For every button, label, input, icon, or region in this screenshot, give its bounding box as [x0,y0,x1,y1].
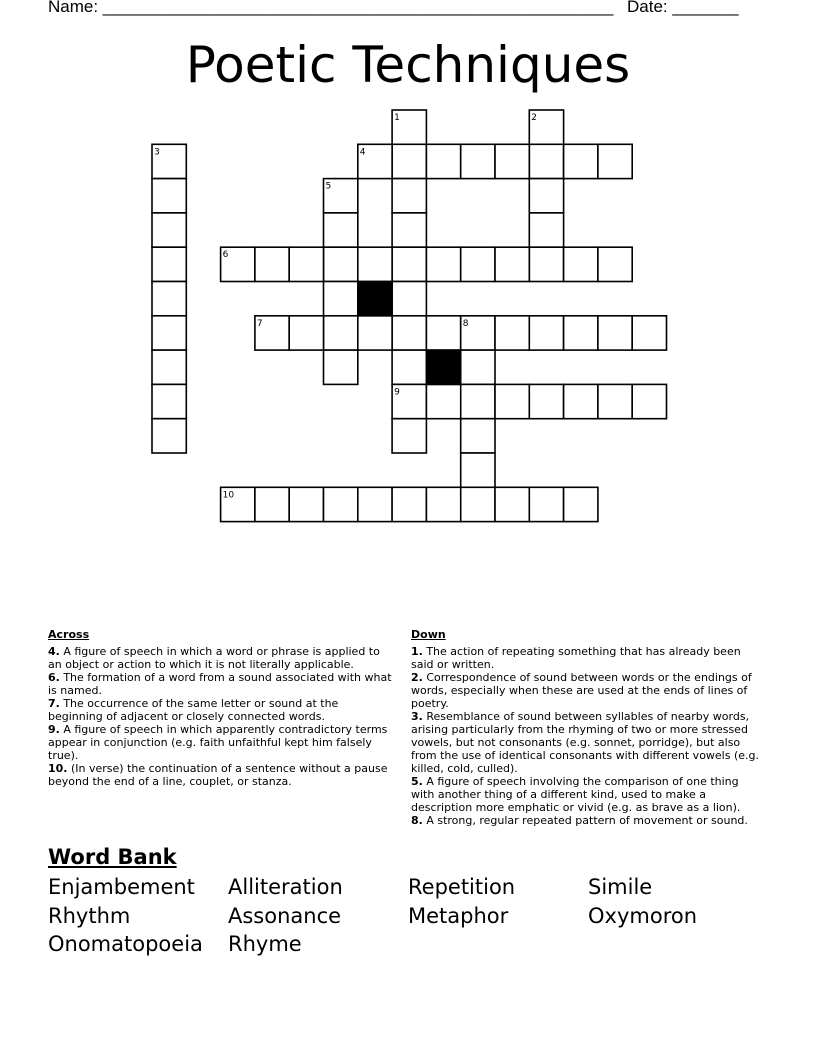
grid-cell[interactable] [289,247,323,281]
grid-cell[interactable] [495,487,529,521]
grid-cell[interactable] [426,247,460,281]
grid-cell[interactable] [324,282,358,316]
grid-cell[interactable] [152,350,186,384]
clue-text: A figure of speech in which apparently contradictory terms appear in conjunction (e.g. faith unfaithful kept him falsely true). [48,723,388,762]
grid-cell[interactable] [564,247,598,281]
clue-text: A figure of speech in which a word or phrase is applied to an object or action to which it is not literally applicable. [48,645,380,671]
down-clue [411,645,761,671]
clue-number: 1. [411,645,423,658]
grid-cell[interactable] [564,384,598,418]
clue-number: 7. [48,697,60,710]
cell-number: 4 [359,147,366,158]
grid-cell[interactable] [289,316,323,350]
grid-cell[interactable] [632,316,666,350]
grid-cell[interactable] [461,144,495,178]
grid-cell[interactable] [564,487,598,521]
grid-cell[interactable] [598,144,632,178]
grid-cell[interactable] [324,247,358,281]
cell-number: 2 [531,113,538,123]
grid-cell[interactable] [495,384,529,418]
grid-cell[interactable] [358,487,392,521]
black-cell [358,282,392,316]
word-bank-item: Simile [588,875,653,899]
black-cell [426,350,460,384]
clue-number: 9. [48,723,60,736]
grid-cell[interactable] [426,316,460,350]
grid-cell[interactable] [392,179,426,213]
grid-cell[interactable] [358,316,392,350]
word-bank-item: Metaphor [408,904,509,928]
word-bank-item: Oxymoron [588,904,698,928]
down-clues [411,628,761,827]
across-clue [48,723,394,762]
grid-cell[interactable] [564,316,598,350]
grid-cell[interactable] [426,384,460,418]
clue-text: The formation of a word from a sound associated with what is named. [48,671,392,697]
cell-number: 6 [222,250,229,261]
grid-cell[interactable] [529,384,563,418]
down-heading: Down [411,628,446,641]
grid-cell[interactable] [461,419,495,453]
grid-cell[interactable] [358,247,392,281]
grid-cell[interactable] [324,316,358,350]
clue-number: 8. [411,814,423,827]
cell-number: 8 [462,318,469,329]
grid-cell[interactable] [461,247,495,281]
across-clue [48,697,394,723]
grid-cell[interactable] [289,487,323,521]
word-bank-item: Onomatopoeia [48,932,203,956]
grid-cell[interactable] [598,316,632,350]
word-bank-item: Rhythm [48,904,131,928]
grid-cell[interactable] [426,487,460,521]
grid-cell[interactable] [529,144,563,178]
clue-number: 6. [48,671,60,684]
grid-cell[interactable] [529,487,563,521]
grid-cell[interactable] [495,144,529,178]
grid-cell[interactable] [461,384,495,418]
grid-cell[interactable] [461,487,495,521]
across-clue [48,645,394,671]
grid-cell[interactable] [632,384,666,418]
clue-text: A figure of speech involving the comparison of one thing with another thing of a different kind, used to make a description more emphatic or vivid (e.g. as brave as a lion). [411,775,741,814]
word-bank-title: Word Bank [48,845,177,869]
grid-cell[interactable] [392,316,426,350]
grid-cell[interactable] [152,419,186,453]
grid-cell[interactable] [529,247,563,281]
clue-text: The action of repeating something that has already been said or written. [411,645,741,671]
cell-number: 9 [394,387,400,398]
word-bank-item: Alliteration [228,875,343,899]
clue-text: (In verse) the continuation of a sentence without a pause beyond the end of a line, couplet, or stanza. [48,762,388,788]
name-field-label: Name: ______________________________________________________ [48,0,614,16]
down-clue [411,775,761,814]
date-field-label: Date: _______ [627,0,739,16]
cell-number: 3 [154,147,160,158]
grid-cell[interactable] [426,144,460,178]
clue-text: Correspondence of sound between words or the endings of words, especially when these are used at the ends of lines of poetry. [411,671,752,710]
word-bank-item: Rhyme [228,932,302,956]
grid-cell[interactable] [152,179,186,213]
down-clue [411,671,761,710]
across-clue [48,762,394,788]
grid-cell[interactable] [255,247,289,281]
across-clues [48,628,394,788]
grid-cell[interactable] [392,282,426,316]
cell-number: 1 [394,113,400,123]
clue-number: 4. [48,645,60,658]
grid-cell[interactable] [255,487,289,521]
grid-cell[interactable] [564,144,598,178]
grid-cell[interactable] [529,213,563,247]
cell-number: 5 [325,181,332,192]
grid-cell[interactable] [529,316,563,350]
clue-number: 3. [411,710,423,723]
grid-cell[interactable] [392,350,426,384]
cell-number: 10 [222,490,235,501]
grid-cell[interactable] [152,213,186,247]
grid-cell[interactable] [461,453,495,487]
word-bank-item: Enjambement [48,875,195,899]
grid-cell[interactable] [598,384,632,418]
grid-cell[interactable] [392,487,426,521]
across-clue [48,671,394,697]
word-bank-item: Repetition [408,875,516,899]
grid-cell[interactable] [495,247,529,281]
grid-cell[interactable] [324,213,358,247]
grid-cell[interactable] [598,247,632,281]
clue-number: 5. [411,775,423,788]
clue-text: The occurrence of the same letter or sound at the beginning of adjacent or closely connected words. [48,697,339,723]
word-bank-item: Assonance [228,904,342,928]
grid-cell[interactable] [392,247,426,281]
grid-cell[interactable] [495,316,529,350]
grid-cell[interactable] [152,247,186,281]
grid-cell[interactable] [324,350,358,384]
grid-cell[interactable] [392,419,426,453]
grid-cell[interactable] [392,213,426,247]
page-title: Poetic Techniques [185,36,631,94]
clue-number: 10. [48,762,68,775]
grid-cell[interactable] [392,144,426,178]
grid-cell[interactable] [152,282,186,316]
down-clue [411,814,761,827]
grid-cell[interactable] [461,350,495,384]
clue-text: A strong, regular repeated pattern of movement or sound. [422,814,748,827]
grid-cell[interactable] [324,487,358,521]
clue-number: 2. [411,671,423,684]
grid-cell[interactable] [152,384,186,418]
grid-cell[interactable] [152,316,186,350]
down-clue [411,710,761,775]
across-heading: Across [48,628,90,641]
clue-text: Resemblance of sound between syllables of nearby words, arising particularly from the rhyming of two or more stressed vowels, but not consonants (e.g. sonnet, porridge), but also from the use of identical consonants with different vowels (e.g. killed, cold, culled). [411,710,760,775]
cell-number: 7 [256,318,263,329]
grid-cell[interactable] [529,179,563,213]
